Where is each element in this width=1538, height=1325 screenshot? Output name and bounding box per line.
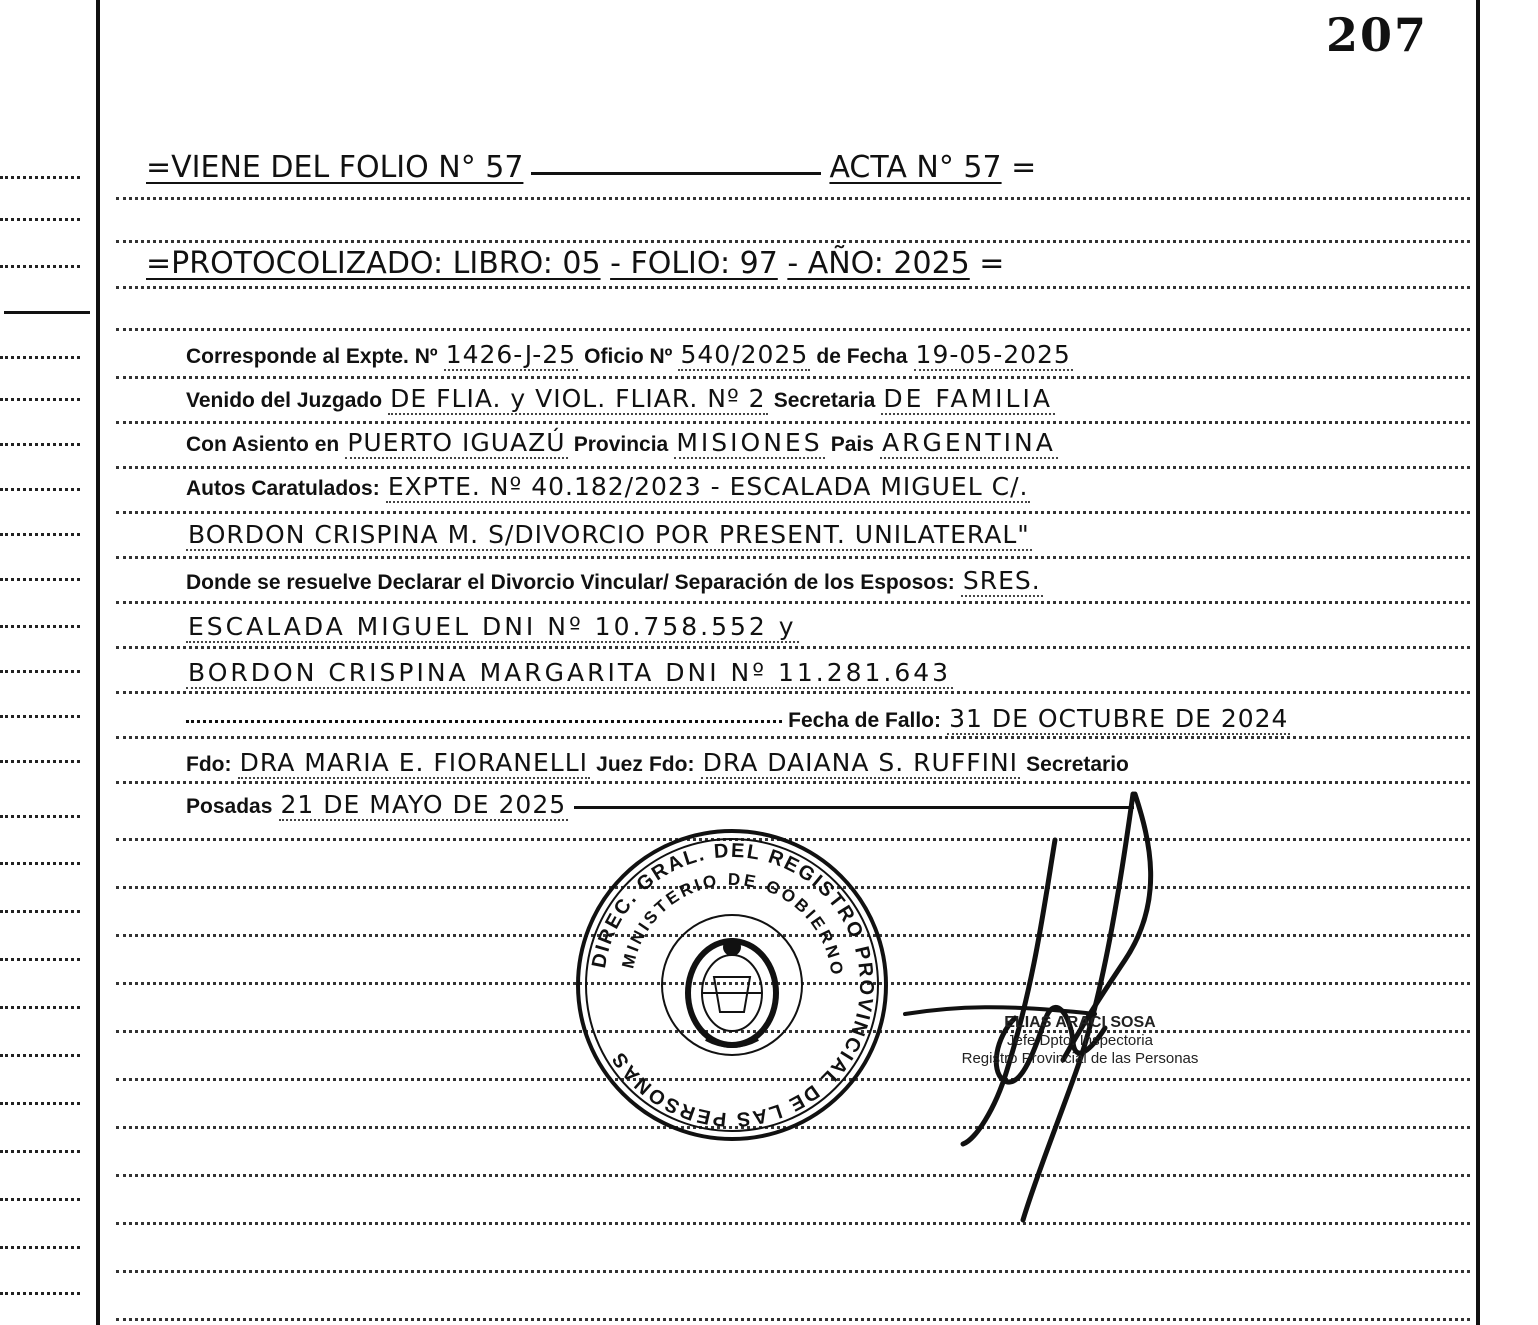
margin-dot-line bbox=[0, 533, 80, 536]
row-posadas bbox=[186, 790, 1406, 822]
row-expediente bbox=[186, 340, 1406, 372]
row-esposa bbox=[186, 658, 1406, 689]
expte-value: 1426-J-25 bbox=[445, 340, 577, 369]
coat-of-arms-icon bbox=[688, 938, 776, 1046]
signer-name: ELIAS ARACI SOSA bbox=[1004, 1014, 1156, 1031]
fecha-value: 19-05-2025 bbox=[915, 340, 1071, 369]
row-firmas bbox=[186, 748, 1406, 780]
signer-org: Registro Provincial de las Personas bbox=[961, 1050, 1199, 1067]
autos-value-1: EXPTE. Nº 40.182/2023 - ESCALADA MIGUEL C/. bbox=[387, 472, 1029, 501]
protocolizado-line bbox=[146, 246, 1004, 281]
margin-dot-line bbox=[0, 1246, 80, 1249]
ruled-line bbox=[116, 286, 1470, 289]
row-autos-cont bbox=[186, 520, 1406, 551]
posadas-value: 21 DE MAYO DE 2025 bbox=[280, 790, 567, 819]
ruled-line bbox=[116, 781, 1470, 784]
protocolizado-folio: - FOLIO: 97 bbox=[610, 246, 778, 281]
expte-label: Corresponde al Expte. Nº bbox=[186, 345, 438, 368]
margin-dot-line bbox=[0, 1102, 80, 1105]
oficio-label: Oficio Nº bbox=[584, 345, 673, 368]
margin-dot-line bbox=[0, 1054, 80, 1057]
margin-dot-line bbox=[0, 1006, 80, 1009]
margin-dot-line bbox=[0, 1198, 80, 1201]
row-asiento bbox=[186, 428, 1406, 460]
acta-suffix: = bbox=[1011, 150, 1037, 185]
autos-value-2: BORDON CRISPINA M. S/DIVORCIO POR PRESENT. UNILATERAL" bbox=[188, 520, 1030, 549]
fecha-fallo-value: 31 DE OCTUBRE DE 2024 bbox=[949, 704, 1289, 733]
ruled-line bbox=[116, 511, 1470, 514]
margin-dot-line bbox=[0, 910, 80, 913]
esposa-line: BORDON CRISPINA MARGARITA DNI Nº 11.281.643 bbox=[188, 658, 952, 687]
esposo-line: ESCALADA MIGUEL DNI Nº 10.758.552 y bbox=[188, 612, 797, 641]
handwritten-signature bbox=[895, 780, 1195, 1230]
provincia-label: Provincia bbox=[573, 433, 669, 456]
margin-dot-line bbox=[0, 670, 80, 673]
margin-dot-line bbox=[0, 815, 80, 818]
venido-label: Venido del Juzgado bbox=[186, 389, 383, 412]
viene-del-folio: =VIENE DEL FOLIO N° 57 bbox=[146, 150, 524, 185]
fecha-label: de Fecha bbox=[816, 345, 908, 368]
ruled-line bbox=[116, 646, 1470, 649]
margin-dot-line bbox=[0, 578, 80, 581]
official-stamp bbox=[574, 827, 890, 1143]
asiento-value: PUERTO IGUAZÚ bbox=[347, 428, 566, 457]
protocolizado-libro: =PROTOCOLIZADO: LIBRO: 05 bbox=[146, 246, 601, 281]
ruled-line bbox=[116, 601, 1470, 604]
folio-number: 207 bbox=[1325, 8, 1428, 62]
margin-dash bbox=[4, 311, 90, 314]
stamp-outer-text: DIREC. GRAL. DEL REGISTRO PROVINCIAL DE LAS PERSONAS bbox=[588, 839, 878, 1131]
fill-line bbox=[531, 172, 821, 175]
row-fecha-fallo bbox=[186, 704, 1406, 736]
signer-block bbox=[900, 1014, 1260, 1068]
margin-dot-line bbox=[0, 1150, 80, 1153]
margin-dot-line bbox=[0, 625, 80, 628]
fdo-label-1: Fdo: bbox=[186, 753, 232, 776]
fill-dots bbox=[186, 720, 782, 723]
pais-value: ARGENTINA bbox=[882, 428, 1056, 457]
ruled-line bbox=[116, 328, 1470, 331]
ruled-line bbox=[116, 556, 1470, 559]
viene-del-folio-line bbox=[146, 150, 1036, 185]
donde-value: SRES. bbox=[962, 566, 1041, 595]
posadas-label: Posadas bbox=[186, 795, 273, 818]
ruled-line bbox=[116, 736, 1470, 739]
signer-title: Jefe Dpto. Inspectoria bbox=[1007, 1032, 1153, 1049]
margin-dot-line bbox=[0, 760, 80, 763]
ruled-line bbox=[116, 466, 1470, 469]
oficio-value: 540/2025 bbox=[680, 340, 809, 369]
secretaria-label: Secretaria bbox=[773, 389, 876, 412]
right-frame-line bbox=[1476, 0, 1480, 1325]
autos-label: Autos Caratulados: bbox=[186, 477, 380, 500]
provincia-value: MISIONES bbox=[676, 428, 823, 457]
margin-dot-line bbox=[0, 715, 80, 718]
left-frame-line bbox=[96, 0, 100, 1325]
fdo-label-2: Fdo: bbox=[648, 753, 695, 776]
ruled-line bbox=[116, 1222, 1470, 1225]
row-autos bbox=[186, 472, 1406, 504]
protocolizado-suffix: = bbox=[979, 246, 1005, 281]
margin-dot-line bbox=[0, 265, 80, 268]
protocolizado-anio: - AÑO: 2025 bbox=[787, 246, 970, 281]
pais-label: Pais bbox=[830, 433, 874, 456]
ruled-line bbox=[116, 421, 1470, 424]
margin-dot-line bbox=[0, 443, 80, 446]
secretario-value: DRA DAIANA S. RUFFINI bbox=[702, 748, 1019, 777]
venido-value: DE FLIA. y VIOL. FLIAR. Nº 2 bbox=[390, 384, 766, 413]
juez-value: DRA MARIA E. FIORANELLI bbox=[239, 748, 589, 777]
margin-dot-line bbox=[0, 218, 80, 221]
margin-dot-line bbox=[0, 1292, 80, 1295]
left-margin bbox=[0, 0, 82, 1325]
secretario-label: Secretario bbox=[1026, 753, 1129, 776]
margin-dot-line bbox=[0, 398, 80, 401]
ruled-line bbox=[116, 197, 1470, 200]
row-juzgado bbox=[186, 384, 1406, 416]
margin-dot-line bbox=[0, 958, 80, 961]
ruled-line bbox=[116, 1318, 1470, 1321]
donde-label: Donde se resuelve Declarar el Divorcio Vincular/ Separación de los Esposos: bbox=[186, 571, 955, 594]
margin-dot-line bbox=[0, 176, 80, 179]
juez-label: Juez bbox=[596, 753, 643, 776]
secretaria-value: DE FAMILIA bbox=[883, 384, 1053, 413]
acta-number: ACTA N° 57 bbox=[829, 150, 1002, 185]
margin-dot-line bbox=[0, 862, 80, 865]
ruled-line bbox=[116, 691, 1470, 694]
ruled-line bbox=[116, 240, 1470, 243]
fecha-fallo-label: Fecha de Fallo: bbox=[788, 709, 941, 732]
margin-dot-line bbox=[0, 488, 80, 491]
ruled-line bbox=[116, 1270, 1470, 1273]
ruled-line bbox=[116, 1174, 1470, 1177]
row-esposo bbox=[186, 612, 1406, 643]
asiento-label: Con Asiento en bbox=[186, 433, 340, 456]
ruled-line bbox=[116, 376, 1470, 379]
stamp-inner-text: MINISTERIO DE GOBIERNO bbox=[618, 869, 847, 979]
row-donde bbox=[186, 566, 1406, 598]
margin-dot-line bbox=[0, 356, 80, 359]
